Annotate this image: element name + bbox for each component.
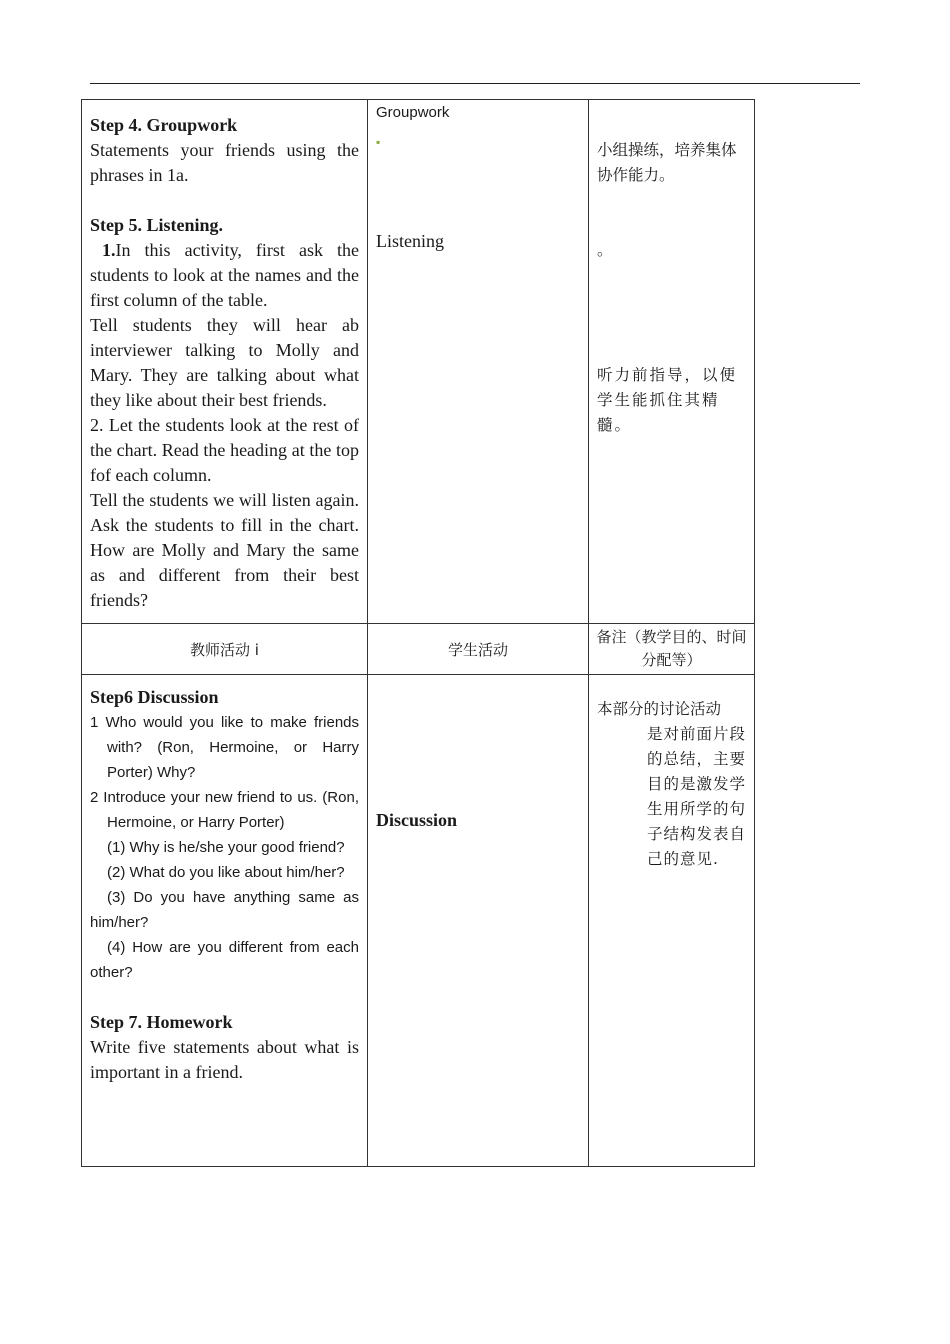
step7-title: Step 7. Homework (90, 1012, 233, 1032)
remark-discussion-first: 本部分的讨论活动 (597, 700, 722, 718)
table-row (82, 675, 755, 1167)
discussion-sub-4: (4) How are you different from each other? (90, 939, 359, 981)
groupwork-label: Groupwork (376, 104, 450, 121)
step4-title: Step 4. Groupwork (90, 115, 238, 135)
header-teacher-activity: 教师活动 i (82, 624, 368, 675)
header-rule (90, 83, 860, 84)
listening-label: Listening (376, 231, 444, 251)
step5-paragraph-1: 1.In this activity, first ask the students to look at the names and the first column of the table. (90, 240, 359, 310)
step5-paragraph-4: Tell the students we will listen again. Ask the students to fill in the chart. How are Molly and Mary the same as and different from their best friends? (90, 490, 359, 610)
discussion-question-1: 1 Who would you like to make friends with? (Ron, Hermoine, or Harry Porter) Why? (90, 714, 359, 781)
student-activity-cell (368, 100, 589, 624)
step5-title: Step 5. Listening. (90, 215, 224, 235)
remark-cell (589, 100, 755, 624)
remark-listening-mark: 。 (597, 241, 613, 259)
step5-number: 1. (102, 240, 116, 260)
step5-paragraph-3: 2. Let the students look at the rest of the chart. Read the heading at the top fof each column. (90, 415, 359, 485)
step7-text: Write five statements about what is important in a friend. (90, 1037, 359, 1082)
remark-cell (589, 675, 755, 1167)
step5-paragraph-2: Tell students they will hear ab interviewer talking to Molly and Mary. They are talking about what they like about their best friends. (90, 315, 359, 410)
table-row (82, 100, 755, 624)
remark-discussion-rest: 是对前面片段的总结，主要目的是激发学生用所学的句子结构发表自己的意见. (647, 725, 747, 868)
step6-title: Step6 Discussion (90, 687, 219, 707)
discussion-sub-2: (2) What do you like about him/her? (107, 864, 345, 881)
teacher-activity-cell (82, 675, 368, 1167)
teacher-activity-cell (82, 100, 368, 624)
header-row (82, 624, 755, 675)
discussion-sub-1: (1) Why is he/she your good friend? (107, 839, 345, 856)
discussion-sub-3: (3) Do you have anything same as him/her? (90, 889, 359, 931)
student-activity-cell (368, 675, 589, 1167)
step4-text: Statements your friends using the phrases in 1a. (90, 140, 359, 185)
header-remark: 备注（教学目的、时间分配等） (589, 624, 755, 675)
lesson-plan-table (81, 99, 755, 1167)
discussion-question-2: 2 Introduce your new friend to us. (Ron, Hermoine, or Harry Porter) (90, 789, 359, 831)
remark-groupwork: 小组操练，培养集体协作能力。 (597, 141, 737, 184)
header-student-activity: 学生活动 (368, 624, 589, 675)
remark-listening: 听力前指导，以便学生能抓住其精髓。 (597, 366, 738, 434)
marker-dot: ▪ (376, 135, 381, 149)
discussion-label: Discussion (376, 810, 458, 830)
